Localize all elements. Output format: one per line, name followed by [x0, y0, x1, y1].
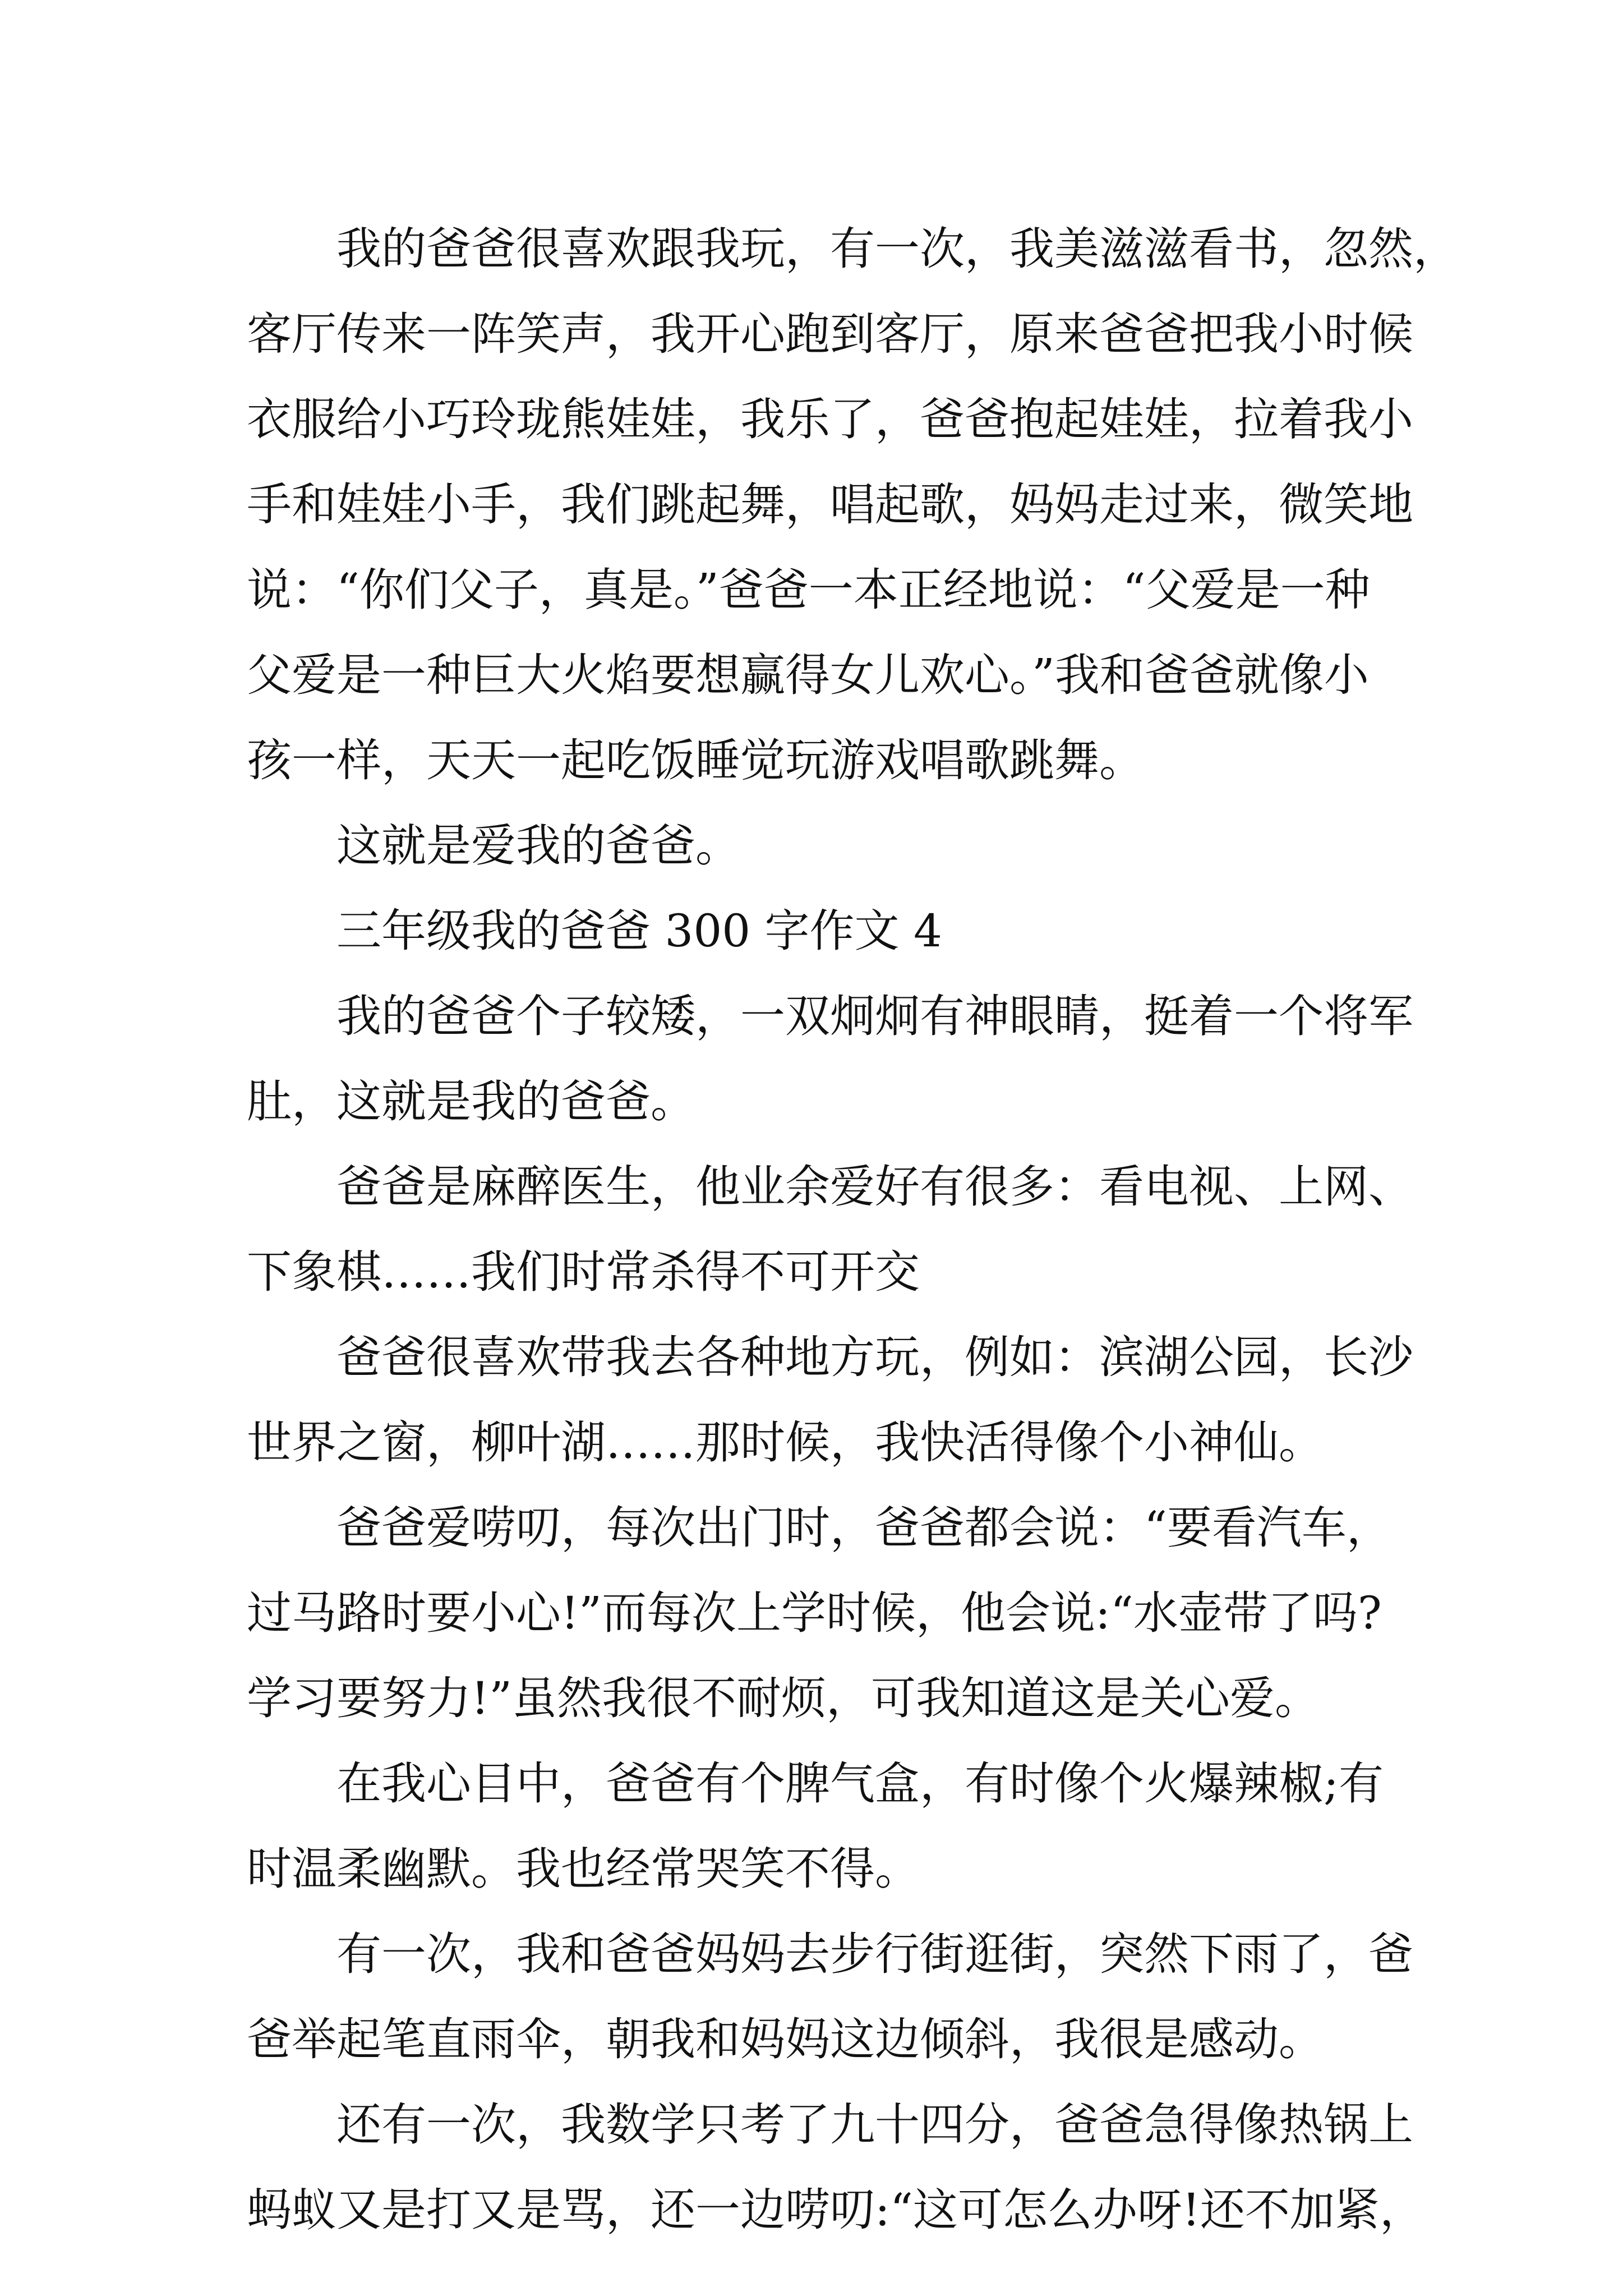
text-line: 父爱是一种巨大火焰要想赢得女儿欢心。”我和爸爸就像小	[247, 649, 1369, 701]
text-line: 衣服给小巧玲珑熊娃娃，我乐了，爸爸抱起娃娃，拉着我小	[247, 393, 1413, 445]
text-line: 有一次，我和爸爸妈妈去步行街逛街，突然下雨了，爸	[336, 1928, 1413, 1980]
text-line: 爸举起笔直雨伞，朝我和妈妈这边倾斜，我很是感动。	[247, 2013, 1324, 2065]
text-line: 在我心目中，爸爸有个脾气盒，有时像个火爆辣椒;有	[336, 1757, 1384, 1810]
text-line: 肚，这就是我的爸爸。	[247, 1075, 695, 1128]
text-line: 爸爸是麻醉医生，他业余爱好有很多：看电视、上网、	[336, 1161, 1413, 1213]
text-line: 客厅传来一阵笑声，我开心跑到客厅，原来爸爸把我小时候	[247, 308, 1413, 360]
section-heading: 三年级我的爸爸 300 字作文 4	[336, 905, 942, 957]
text-line: 我的爸爸个子较矮，一双炯炯有神眼睛，挺着一个将军	[336, 990, 1413, 1042]
text-line: 这就是爱我的爸爸。	[336, 820, 740, 872]
text-line: 还有一次，我数学只考了九十四分，爸爸急得像热锅上	[336, 2099, 1413, 2151]
text-line: 学习要努力!”虽然我很不耐烦，可我知道这是关心爱。	[247, 1672, 1320, 1724]
text-line: 时温柔幽默。我也经常哭笑不得。	[247, 1843, 920, 1895]
document-body	[247, 206, 1458, 2253]
text-line: 说：“你们父子，真是。”爸爸一本正经地说：“父爱是一种	[247, 564, 1370, 616]
text-line: 爸爸很喜欢带我去各种地方玩，例如：滨湖公园，长沙	[336, 1331, 1413, 1383]
text-line: 蚂蚁又是打又是骂，还一边唠叨:“这可怎么办呀!还不加紧，	[247, 2184, 1424, 2236]
text-line: 下象棋……我们时常杀得不可开交	[247, 1246, 920, 1298]
text-line: 过马路时要小心!”而每次上学时候，他会说:“水壶带了吗?	[247, 1587, 1382, 1639]
text-line: 爸爸爱唠叨，每次出门时，爸爸都会说：“要看汽车，	[336, 1502, 1391, 1554]
text-line: 孩一样，天天一起吃饭睡觉玩游戏唱歌跳舞。	[247, 734, 1144, 786]
text-line: 世界之窗，柳叶湖……那时候，我快活得像个小神仙。	[247, 1416, 1324, 1469]
text-line: 我的爸爸很喜欢跟我玩，有一次，我美滋滋看书，忽然，	[336, 223, 1458, 275]
text-line: 手和娃娃小手，我们跳起舞，唱起歌，妈妈走过来，微笑地	[247, 478, 1413, 531]
